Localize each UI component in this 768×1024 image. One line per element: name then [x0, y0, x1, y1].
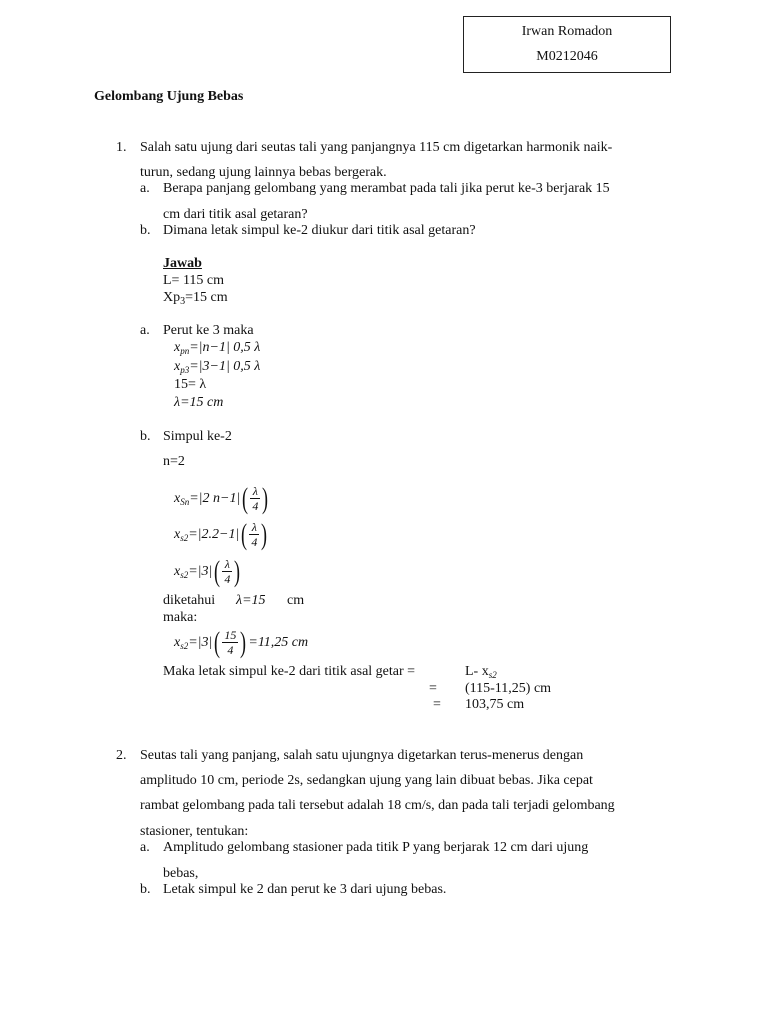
part-b-eq3: $x_{s2}=|3|$( $\frac{\lambda}{4}$ ) [174, 554, 241, 588]
q2-b-label: b. [140, 882, 151, 897]
q2-text-line2: amplitudo 10 cm, periode 2s, sedangkan ujung yang lain dibuat bebas. Jika cepat [140, 773, 593, 788]
part-a-eq1: $x_{pn}=|n-1|$ 0,5 λ [174, 340, 261, 356]
part-a-eq2: $x_{p3}=|3-1|$ 0,5 λ [174, 359, 261, 375]
part-a-eq3: 15= λ [174, 377, 207, 392]
q2-text-line4: stasioner, tentukan: [140, 824, 249, 839]
given-xp3: $Xp_3=15$ cm [163, 290, 228, 307]
part-b-given-label: diketahui [163, 593, 216, 608]
part-b-eq2: $x_{s2}=|2.2-1|$( $\frac{\lambda}{4}$ ) [174, 517, 268, 551]
jawab-heading: Jawab [163, 256, 202, 271]
part-b-n: n=2 [163, 454, 185, 469]
part-b-equals-2: = [429, 681, 437, 696]
q2-text-line1: Seutas tali yang panjang, salah satu ujungnya digetarkan terus-menerus dengan [140, 748, 584, 763]
given-length: L= 115 cm [163, 273, 225, 288]
part-a-label: a. [140, 323, 150, 338]
document-title: Gelombang Ujung Bebas [94, 89, 244, 104]
q2-text-line3: rambat gelombang pada tali tersebut adalah 18 cm/s, dan pada tali terjadi gelombang [140, 798, 615, 813]
student-number: M0212046 [536, 49, 598, 64]
part-b-title: Simpul ke-2 [163, 429, 232, 444]
q2-number: 2. [116, 748, 127, 763]
part-b-maka: maka: [163, 610, 198, 625]
q1-text-line1: Salah satu ujung dari seutas tali yang panjangnya 115 cm digetarkan harmonik naik- [140, 140, 613, 155]
part-a-eq4: λ=15 cm [174, 395, 224, 410]
student-name: Irwan Romadon [521, 24, 613, 39]
q1-b-text: Dimana letak simpul ke-2 diukur dari titik asal getaran? [163, 223, 476, 238]
q2-b-text: Letak simpul ke 2 dan perut ke 3 dari ujung bebas. [163, 882, 447, 897]
part-b-eq1: $x_{Sn}=|2$ n−1|( $\frac{\lambda}{4}$ ) [174, 481, 269, 515]
part-a-title: Perut ke 3 maka [163, 323, 254, 338]
q1-text-line2: turun, sedang ujung lainnya bebas bergerak. [140, 165, 387, 180]
student-id-box [463, 16, 671, 73]
part-b-given-lambda: λ=15 [236, 593, 266, 608]
q1-a-text-line1: Berapa panjang gelombang yang merambat pada tali jika perut ke-3 berjarak 15 [163, 181, 610, 196]
q1-a-text-line2: cm dari titik asal getaran? [163, 207, 308, 222]
q1-b-label: b. [140, 223, 151, 238]
q1-a-label: a. [140, 181, 150, 196]
q2-a-text-line1: Amplitudo gelombang stasioner pada titik P yang berjarak 12 cm dari ujung [163, 840, 589, 855]
part-b-equals-3: = [433, 697, 441, 712]
part-b-label: b. [140, 429, 151, 444]
part-b-result-3: 103,75 cm [465, 697, 525, 712]
part-b-result-1: L- $x_{s2}$ [465, 664, 497, 680]
q1-number: 1. [116, 140, 127, 155]
part-b-given-unit: cm [287, 593, 305, 608]
q2-a-text-line2: bebas, [163, 866, 199, 881]
part-b-eq4: $x_{s2}=|3|$( $\frac{15}{4}$ ) =11,25 cm [174, 625, 309, 659]
part-b-result-2: (115-11,25) cm [465, 681, 552, 696]
part-b-result-text: Maka letak simpul ke-2 dari titik asal getar = [163, 664, 416, 679]
q2-a-label: a. [140, 840, 150, 855]
